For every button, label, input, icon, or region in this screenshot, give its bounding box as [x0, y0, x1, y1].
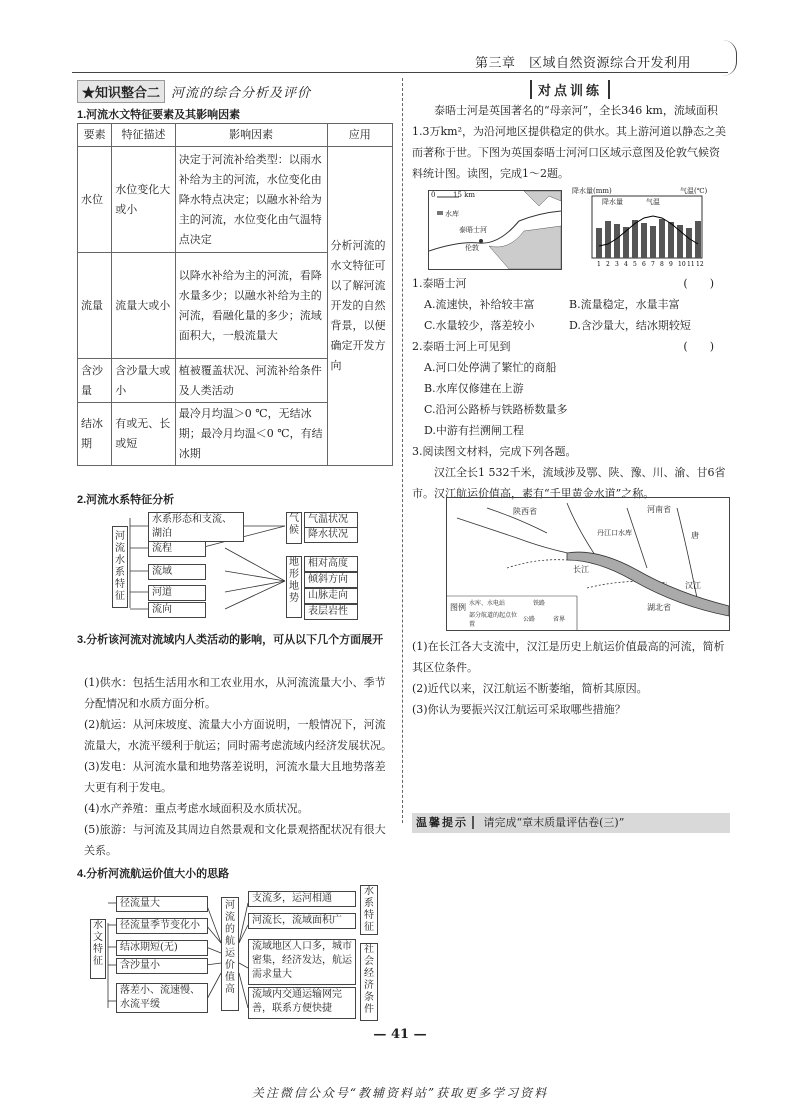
s2-title: 2.河流水系特征分析 — [77, 494, 175, 506]
map2-hanjiang: 汉江 — [685, 581, 701, 590]
map-london: 伦敦 — [465, 244, 479, 252]
d2-r2-item-0: 流域地区人口多，城市密集，经济发达，航运需求量大 — [248, 939, 356, 985]
month-tick: 1 — [597, 261, 601, 268]
precip-bar — [650, 226, 656, 258]
th-factor: 影响因素 — [175, 124, 327, 147]
footer-note: 关注微信公众号“教辅资料站”获取更多学习资料 — [251, 1086, 549, 1100]
map2-legend-start: 部分航道的起点位置 — [469, 612, 518, 628]
navigation-value-diagram — [88, 883, 388, 1025]
s3-body — [84, 672, 394, 861]
q2-options — [412, 357, 730, 441]
month-tick: 4 — [624, 261, 628, 268]
chart-ylabel-right: 气温(℃) — [680, 187, 708, 195]
cell-el-1: 流量 — [78, 253, 112, 359]
cell-desc-1: 流量大或小 — [112, 253, 176, 359]
chart-legend-precip: 降水量 — [602, 198, 623, 206]
chapter-header: 第三章 区域自然资源综合开发利用 — [475, 56, 692, 71]
d1-item-4: 流向 — [148, 602, 206, 618]
s1-title: 1.河流水文特征要素及其影响因素 — [77, 109, 241, 121]
th-desc: 特征描述 — [112, 124, 176, 147]
section-subtitle: 河流的综合分析及评价 — [171, 86, 312, 101]
month-tick: 5 — [633, 261, 637, 268]
map-thames: 泰晤士河 — [459, 226, 487, 234]
month-tick: 10 — [678, 261, 686, 268]
map2-legend-railway: 铁路 — [533, 600, 546, 607]
month-tick: 11 — [687, 261, 695, 268]
d2-item-3: 含沙量小 — [116, 958, 208, 974]
chart-ylabel-left: 降水量(mm) — [572, 187, 612, 195]
q2-stem: 2.泰晤士河上可见到 — [412, 340, 511, 353]
q2-paren: ( ) — [683, 340, 714, 353]
d2-r2-item-1: 流域内交通运输网完善，联系方便快捷 — [248, 987, 356, 1019]
climate-chart — [572, 186, 720, 270]
water-system-diagram — [110, 508, 360, 620]
month-tick: 9 — [669, 261, 673, 268]
q2-opt-b: B.水库仅修建在上游 — [424, 382, 524, 395]
q1-opt-d: D.含沙量大，结冰期较短 — [569, 319, 691, 332]
chart-legend-temp: 气温 — [646, 198, 660, 206]
d1-terrain-1: 倾斜方向 — [304, 572, 358, 588]
month-tick: 6 — [642, 261, 646, 268]
s3-title: 3.分析该河流对流域内人类活动的影响，可从以下几个方面展开 — [77, 634, 384, 646]
d1-left-box: 河流水系特征 — [112, 526, 128, 608]
d1-item-0: 水系形态和支流、湖泊 — [148, 512, 244, 542]
header-curve — [722, 40, 737, 76]
d1-terrain: 地形地势 — [286, 556, 302, 618]
month-tick: 7 — [651, 261, 655, 268]
s3-item-2: (3)发电：从河流水量和地势落差说明，河流水量大且地势落差大更有利于发电。 — [84, 760, 386, 794]
d2-item-2: 结冰期短(无) — [116, 940, 208, 956]
d1-item-3: 河道 — [148, 585, 206, 601]
precip-bar — [659, 219, 665, 258]
map2-legend-border: 省界 — [553, 616, 566, 623]
d2-r-label: 水系特征 — [360, 885, 378, 935]
section-title — [77, 80, 311, 103]
cell-desc-3: 有或无、长或短 — [112, 403, 176, 466]
precip-bar — [641, 223, 647, 258]
cell-el-0: 水位 — [78, 147, 112, 253]
month-tick: 3 — [615, 261, 619, 268]
map2-legend-title: 图例 — [450, 603, 466, 612]
s3-item-0: (1)供水：包括生活用水和工农业用水，从河流流量大小、季节分配情况和水质方面分析。 — [84, 676, 386, 710]
cell-factor-1: 以降水补给为主的河流，看降水量多少；以融水补给为主的河流，看融化量的多少；流域面积大，一般流量大 — [175, 253, 327, 359]
precip-bar — [686, 228, 692, 258]
precip-bar — [695, 221, 701, 258]
d2-r-item-0: 支流多，运河相通 — [248, 891, 356, 907]
s3-item-1: (2)航运：从河床坡度、流量大小方面说明，一般情况下，河流流量大，水流平缓利于航运；同时需考虑流域内经济发展状况。 — [84, 718, 392, 752]
s4-title: 4.分析河流航运价值大小的思路 — [77, 868, 230, 880]
d1-climate: 气候 — [286, 512, 302, 544]
d1-item-2: 流域 — [148, 564, 206, 580]
q1-opt-a: A.流速快，补给较丰富 — [424, 298, 535, 311]
q3-stem: 3.阅读图文材料，完成下列各题。 — [412, 445, 577, 458]
cell-desc-0: 水位变化大或小 — [112, 147, 176, 253]
d1-climate-1: 降水状况 — [304, 527, 358, 543]
cell-factor-3: 最冷月均温＞0 ℃，无结冰期；最冷月均温＜0 ℃，有结冰期 — [175, 403, 327, 466]
d2-r2-label: 社会经济条件 — [360, 943, 378, 1021]
d1-terrain-2: 山脉走向 — [304, 588, 358, 604]
cell-factor-0: 决定于河流补给类型：以雨水补给为主的河流，水位变化由降水特点决定；以融水补给为主的河流，水位变化由气温特点决定 — [175, 147, 327, 253]
hydrology-table — [77, 123, 393, 466]
map2-tang: 唐 — [691, 531, 699, 540]
d2-item-1: 径流量季节变化小 — [116, 918, 208, 934]
thames-map — [428, 190, 562, 270]
d1-terrain-0: 相对高度 — [304, 556, 358, 572]
map2-changjiang: 长江 — [573, 565, 589, 574]
precip-bar — [668, 222, 674, 258]
page-number: — 41 — — [373, 1027, 427, 1042]
cell-el-2: 含沙量 — [78, 359, 112, 403]
precip-bar — [614, 224, 620, 258]
precip-bar — [677, 225, 683, 258]
tip-bar — [412, 813, 730, 833]
q1-block — [412, 273, 730, 504]
q1-opt-b: B.流量稳定，水量丰富 — [569, 298, 680, 311]
q3-subs — [412, 636, 730, 720]
cell-factor-2: 植被覆盖状况、河流补给条件及人类活动 — [175, 359, 327, 403]
map2-henan: 河南省 — [647, 505, 671, 514]
th-application: 应用 — [327, 124, 392, 147]
map-scale-0: 0 — [431, 191, 436, 199]
month-tick: 2 — [606, 261, 610, 268]
intro-text: 泰晤士河是英国著名的“母亲河”，全长346 km，流域面积1.3万km²，为沿河地区提供稳定的供水。其上游河道以静态之美而著称于世。下图为英国泰晤士河河口区域示意图及伦敦气候资料统计图。读图，完成1～2题。 — [412, 104, 726, 180]
temp-line — [599, 216, 698, 246]
q2-stem-row — [412, 336, 730, 357]
map2-danjiangkou: 丹江口水库 — [597, 529, 632, 537]
q1-options — [412, 294, 730, 336]
precip-bar — [596, 228, 602, 258]
cell-application: 分析河流的水文特征可以了解河流开发的自然背景，以便确定开发方向 — [327, 147, 392, 466]
cell-desc-2: 含沙量大或小 — [112, 359, 176, 403]
q1-stem: 1.泰晤士河 — [412, 277, 467, 290]
q2-opt-c: C.沿河公路桥与铁路桥数量多 — [424, 403, 568, 416]
d1-climate-0: 气温状况 — [304, 512, 358, 528]
q3-sub-3: (3)你认为要振兴汉江航运可采取哪些措施？ — [412, 703, 626, 716]
column-separator — [402, 78, 403, 823]
q1-paren: ( ) — [683, 277, 714, 290]
header-rule — [72, 72, 728, 73]
th-element: 要素 — [78, 124, 112, 147]
q3-sub-1: (1)在长江各大支流中，汉江是历史上航运价值最高的河流，简析其区位条件。 — [412, 640, 725, 674]
tip-text: 请完成“章末质量评估卷(三)” — [483, 816, 625, 829]
map2-legend-road: 公路 — [523, 616, 536, 623]
hanjiang-map — [446, 497, 730, 631]
tip-label: 温馨提示 — [412, 816, 474, 829]
q2-opt-a: A.河口处停满了繁忙的商船 — [424, 361, 557, 374]
s3-item-4: (5)旅游：与河流及其周边自然景观和文化景观搭配状况有很大关系。 — [84, 823, 386, 857]
d2-center-box: 河流的航运价值高 — [221, 897, 239, 1011]
d1-terrain-3: 表层岩性 — [304, 604, 358, 620]
map2-legend-reservoir: 水库、水电站 — [469, 600, 506, 607]
q3-sub-2: (2)近代以来，汉江航运不断萎缩，简析其原因。 — [412, 682, 648, 695]
d2-item-0: 径流量大 — [116, 896, 208, 912]
q3-text: 汉江全长1 532千米，流域涉及鄂、陕、豫、川、渝、甘6省市。汉江航运价值高，素有“千里黄金水道”之称。 — [412, 466, 726, 500]
q2-opt-d: D.中游有拦溯闸工程 — [424, 424, 524, 437]
map2-shaanxi: 陕西省 — [513, 507, 537, 516]
cell-el-3: 结冰期 — [78, 403, 112, 466]
map-scale-15: 15 km — [453, 191, 476, 199]
q1-opt-c: C.水量较少，落差较小 — [424, 319, 535, 332]
month-tick: 12 — [696, 261, 704, 268]
s3-item-3: (4)水产养殖：重点考虑水域面积及水质状况。 — [84, 802, 309, 815]
d2-r-item-1: 河流长，流域面积广 — [248, 913, 356, 929]
precip-bar — [605, 221, 611, 258]
d1-item-1: 流程 — [148, 541, 206, 557]
q1-stem-row — [412, 273, 730, 294]
section-tag: ★知识整合二 — [77, 80, 165, 103]
map2-hubei: 湖北省 — [647, 603, 671, 612]
d2-left-box: 水文特征 — [90, 919, 106, 979]
thames-map-drawing — [429, 191, 561, 269]
map-reservoir: 水库 — [445, 210, 459, 218]
month-tick: 8 — [660, 261, 664, 268]
practice-title: 对点训练 — [530, 80, 610, 99]
d2-item-4: 落差小、流速慢、水流平缓 — [116, 983, 208, 1013]
